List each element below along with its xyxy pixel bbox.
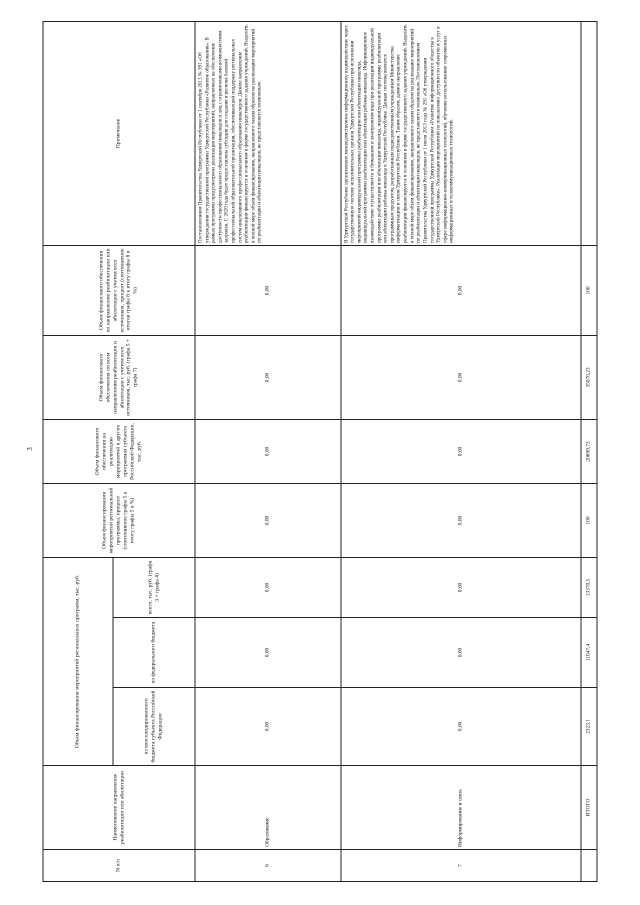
row-total: 0,00 bbox=[341, 557, 581, 617]
row-regional-budget: 0,00 bbox=[341, 688, 581, 766]
header-financing-group: Объем финансирования мероприятий региональных программ, тыс. руб. bbox=[43, 557, 113, 765]
row-other-share: 0,00 bbox=[195, 245, 341, 335]
total-other-share: 100 bbox=[581, 245, 597, 335]
header-total-with-other: Объем финансового обеспечения по всем направлениям реабилитации и абилитации с учетом всех источников, тыс. руб. (графа 5 + графа 7) bbox=[43, 335, 195, 419]
header-name: Наименование направления реабилитации или абилитации bbox=[43, 766, 195, 850]
header-regional-budget: из консолидированного бюджета субъекта Российской Федерации bbox=[113, 688, 195, 766]
table-row bbox=[195, 21, 341, 881]
row-share: 0,00 bbox=[195, 483, 341, 557]
header-num: N п/п bbox=[43, 850, 195, 882]
row-federal-budget: 0,00 bbox=[341, 618, 581, 688]
row-other-programs: 0,00 bbox=[195, 419, 341, 483]
row-num: 7 bbox=[341, 850, 581, 882]
header-federal-budget: из федерального бюджета bbox=[113, 618, 195, 688]
total-label: ИТОГО bbox=[581, 766, 597, 850]
row-total-with-other: 0,00 bbox=[195, 335, 341, 419]
total-federal-budget: 11047,4 bbox=[581, 618, 597, 688]
row-share: 0,00 bbox=[341, 483, 581, 557]
row-total: 0,00 bbox=[195, 557, 341, 617]
page-number: 3 bbox=[25, 447, 34, 451]
row-name: Образование bbox=[195, 766, 341, 850]
row-other-programs: 0,00 bbox=[341, 419, 581, 483]
header-note: Примечание bbox=[43, 21, 195, 245]
total-with-other: 35070,23 bbox=[581, 335, 597, 419]
row-other-share: 0,00 bbox=[341, 245, 581, 335]
row-note: Постановлением Правительства Удмуртской Республики от 1 сентября 2013 № 391 «Об утверждении государственной программы Удмуртской Республики «Развитие образования». В рамках программы предусмотрены реализация мероприятий, направленных на обеспечение доступности профессионального образования инвалидов и лиц с ограниченными возможностями здоровья. С 2020 года будет предоставлена субсидия для создания в регионе базовой профессиональной образовательной организации, обеспечивающей поддержку региональных систем инклюзивного профессионального образования инвалидов. Данное направление реабилитации финансируется в основном в форме государственного задания учреждений. Выделить в полной мере объем финансирования, направленного таким образом на реализацию мероприятий по реабилитации и абилитации инвалидов, не представляется возможным. bbox=[195, 21, 341, 245]
total-row bbox=[581, 21, 597, 881]
row-federal-budget: 0,00 bbox=[195, 618, 341, 688]
total-other-programs: 20699,73 bbox=[581, 419, 597, 483]
total-regional-budget: 2323,1 bbox=[581, 688, 597, 766]
total-total: 13370,5 bbox=[581, 557, 597, 617]
row-total-with-other: 0,00 bbox=[341, 335, 581, 419]
header-other-programs: Объем финансового обеспечения на реализацию мероприятий в других программах субъекта Российской Федерации, тыс. руб. bbox=[43, 419, 195, 483]
total-share: 100 bbox=[581, 483, 597, 557]
table-row bbox=[341, 21, 581, 881]
row-name: Информирование и связь bbox=[341, 766, 581, 850]
rotated-document-table bbox=[43, 22, 598, 882]
row-regional-budget: 0,00 bbox=[195, 688, 341, 766]
header-total: всего, тыс. руб. (графа 3 + графа 4) bbox=[113, 557, 195, 617]
header-share: Объем финансирования мероприятий региональной программы, процент (соотношение графы 5 к итогу графы 5 в %) bbox=[43, 483, 195, 557]
header-other-share: Объем финансового обеспечения по направлению реабилитации или абилитации с учетом всех источников, процент (соотношение итогов графы 8 к итогу графы 8 в %) bbox=[43, 245, 195, 335]
financing-table bbox=[43, 21, 598, 882]
row-num: 6 bbox=[195, 850, 341, 882]
row-note: В Удмуртской Республике организовано межведомственное информационное взаимодействие через государственную систему исполнительных органов Удмуртской Республики при исполнении мероприятий индивидуальной программы реабилитации или абилитации инвалида, индивидуальной программы реабилитации или абилитации ребенка-инвалида. Информационное взаимодействие осуществляется в бумажном и электронном виде при реализации индивидуальной программы реабилитации или абилитации инвалида, индивидуальной программы реабилитации или абилитации ребенка-инвалида в Удмуртской Республике. Данная система является программным продуктом, разработанным подведомственным учреждением Министерства информатизации и связи Удмуртской Республики. Таким образом, данное направление реабилитации финансируется в основном в форме государственного задания учреждений. Выделить в полной мере объем финансирования, направленного таким образом на реализацию мероприятий по реабилитации и абилитации инвалидов, не представляется возможным. Постановлением Правительства Удмуртской Республики от 1 июля 2013 года № 291 «Об утверждении государственной программы Удмуртской Республики «Развитие информационного общества в Удмуртской Республике». Реализация мероприятий по повышению доступности объектов и услуг в сфере информационно-коммуникационных технологий, обучение использованию современных информационных и телекоммуникационных технологий. bbox=[341, 21, 581, 245]
